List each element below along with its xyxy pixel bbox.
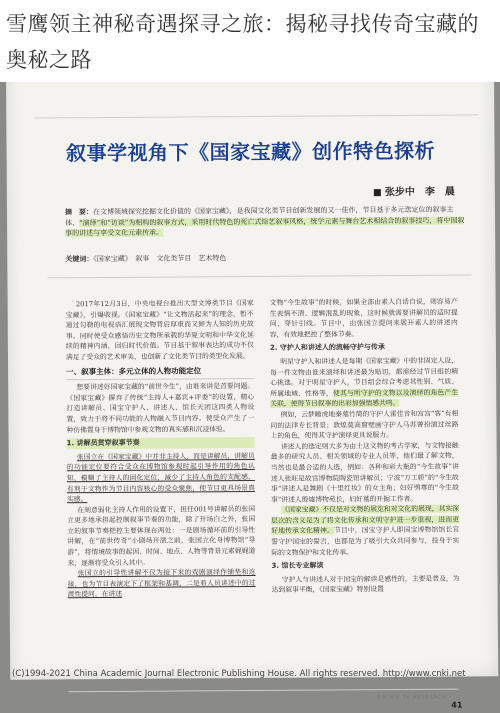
- left-column: [66, 298, 256, 600]
- paragraph: 张国立在《国家宝藏》中并非主持人，而是讲解员，讲解员的功能定位要符合受众在博物馆参观时起引导作用的角色认知，模糊了主持人的固化定位，减少了主持人角色的支配感，有利于文物作为节目内容核心的受众聚焦，使节目更具场景真实感。: [66, 451, 255, 504]
- paragraph: 2017年12月3日，中央电视台推出大型文博类节目《国家宝藏》，引爆收视。《国家宝藏》“让文物活起来”的理念，暂不通过勾勒的电视语汇展现文物背后厚重而又鲜为人知的历史故事。同时使受众感悟历史文物所承载的华夏文明和中华文化延续的精神内涵，回归时代价值。节目基于叙事表达的成功不仅满足了受众的艺术审美，也创新了文化类节目的类型化发展。: [65, 298, 254, 362]
- paragraph: 讲述人的选定则大多为由士这文物的考古学家，与文物接触最多的研究人员、相关领域的专业人员等，他们最了解文物，当然也是最合适的人选，例如：各种和彩大瓶的“今生故事”讲述人张旺是故宫博物院陶瓷馆讲解员；宁波“万工轿”的“今生故事”讲述人是舞剧《十里红妆》的女主角；妇好鸮尊的“今生故事”讲述人殷墟博物苑长，妇好墓的开掘工作者。: [270, 441, 459, 504]
- paragraph: 张国立的引导性讲解不仅为接下来的戏剧演绎作铺垫和连接，也为节目表演定下了框架和基调，二是着人员讲述中的过渡性提问，在讲述: [67, 568, 256, 599]
- abstract-label: 摘 要：: [64, 207, 94, 217]
- abstract-text-2: 定位的叙事主体、: [65, 205, 454, 227]
- subheading-2: 2. 守护人和讲述人的流畅守护与传承: [269, 343, 385, 353]
- overlay-banner: [0, 0, 500, 82]
- highlight-text: 使其与所守护的文物以及演绎的角色产生关联，使得节目叙事的出彩加强情感共鸣。: [270, 388, 459, 409]
- paragraph: 例如，云梦睡虎地秦墓竹简的守护人雷佳音和宫宫“客”有相同的法律专长背景；敦煌莫高窟壁画守护人马苏曾扮演过丝路上的角色，使得其守护演绎更具说服力。: [270, 409, 459, 440]
- page-number: 41: [451, 700, 463, 710]
- journal-brand: 电视研究 TV RESEARCH: [376, 694, 447, 702]
- subheading-1: 1. 讲解员贯穿叙事节奏: [67, 437, 255, 449]
- copyright-line: (C)1994-2021 China Academic Journal Electronic Publishing House. All rights reserved. http://www.cnki.net: [12, 669, 466, 679]
- article-title: 叙事学视角下《国家宝藏》创作特色探析: [65, 138, 436, 166]
- scanned-page: [6, 34, 498, 710]
- abstract-text-1: 在文博领域探究挖掘文化价值的《国家宝藏》，是我国文化类节目创新发展的又一佳作，节目基于多元迭: [92, 205, 412, 217]
- square-bullet-icon: [374, 189, 381, 196]
- paragraph: 文物“今生故事”的时候，如果全部由素人自话自说，则容易产生表情不清、逻辑混乱的现象，这时候就需要讲解员的适时提问、穿针引线。节目中，由张国立提问来展开素人的讲述内容，有效地把控了整体节奏。: [269, 297, 458, 339]
- paragraph: 守护人与讲述人对于国宝的解读是感性的，主要是普及，为达到叙事平衡，《国家宝藏》特别设置: [271, 574, 460, 595]
- abstract-highlight: “演绎”和“访谈”为相构的叙事方式，采用时代特色的死亡式综艺叙事风格，统学元素与舞台艺术相结合的叙事技巧，将中国叙事的讲述与享受文化元素传承。: [65, 216, 465, 238]
- keywords-label: 关键词：: [65, 254, 94, 264]
- section-heading-1: 一、叙事主体：多元立体的人物功能定位: [66, 366, 254, 381]
- keywords-text: 《国家宝藏》 叙事 文化类节目 艺术特色: [93, 254, 227, 264]
- highlight-text: 《国家宝藏》不仅是对文物的展览和对文化的展现，其实深层次的含义是为了将文化传承和文明守护进一步重视，进而更好地传承文化精神。: [271, 504, 460, 536]
- abstract-divider: [47, 274, 471, 278]
- paragraph: 在刻意弱化主持人作用的设置下，担任001号讲解员的张国立更多地承担起控制叙事节奏的功能，除了开场白之外，张国立的叙事节奏把控主要体现在两处：一是剧场循环前的引导性讲解，在“前世传奇”小剧场开演之前，张国立化身博物馆“导游”，将情境故事的起因、时间、地点、人物等背景元素娓娓道来，逐渐将受众引入其中。: [67, 504, 256, 567]
- footer-divider: [68, 689, 458, 693]
- authors-text: 张步中 李 晨: [384, 186, 455, 199]
- paragraph-text: 明星守护人和讲述人是每期《国家宝藏》中的非固定人设，每一件文物由谁来演绎和讲述最为贴切，都需经过节目组的精心挑选。对于明星守护人，节目组会综合考虑其性别、气质、所属地域、性格等，: [270, 356, 459, 398]
- paragraph: 想要讲述好国家宝藏的“前世今生”，由谁来讲是首要问题。《国家宝藏》摒弃了传统“主持人+嘉宾+评委”的设置，精心打造讲解员、国宝守护人、讲述人、馆长天团这四类人物设置，致力于将不同功能的人物融入节目内容。使受众产生了一种仿佛置身于博物馆中参观文物的真实感和沉浸体验。: [66, 382, 255, 434]
- abstract: [65, 204, 471, 238]
- paragraph-with-highlight: [270, 356, 458, 410]
- paragraph-text: 节目中，国宝守护人即国宝博物馆馆长宣誓守护国宝的誓言，也都是为了吸引大众共同参与，投身于实际的文物保护和文化传承。: [271, 526, 460, 557]
- paragraph-with-highlight-2: [271, 504, 459, 558]
- right-column: [270, 297, 460, 596]
- header-divider: [34, 114, 478, 118]
- keywords: [65, 251, 471, 264]
- overlay-title: 雪鹰领主神秘奇遇探寻之旅：揭秘寻找传奇宝藏的奥秘之路: [6, 12, 479, 72]
- subheading-3: 3. 馆长专业解读: [271, 561, 324, 571]
- author-line: [374, 183, 455, 199]
